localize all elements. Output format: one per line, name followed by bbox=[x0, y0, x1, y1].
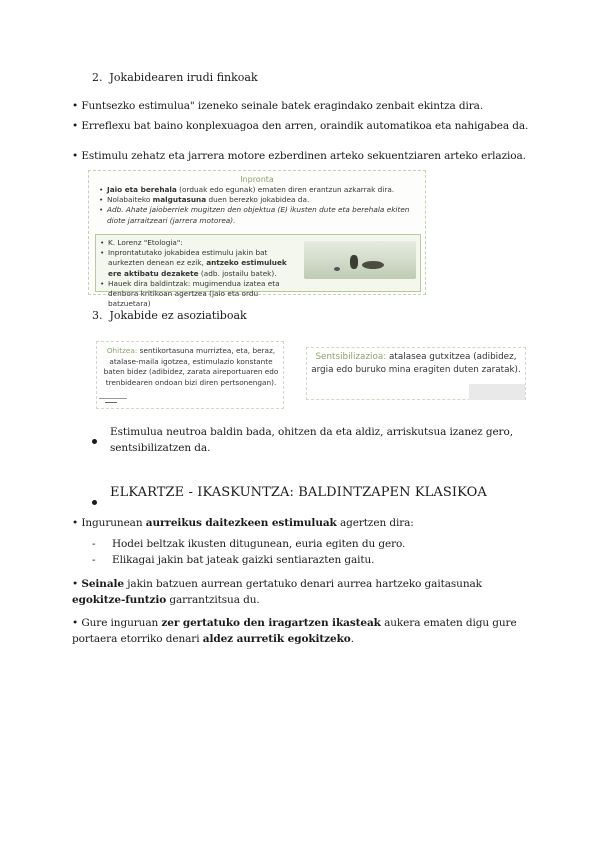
paragraph-3-line-2: portaera etorriko denari aldez aurretik egokitzeko. bbox=[72, 633, 354, 645]
section-2-title: Jokabidearen irudi finkoak bbox=[109, 71, 258, 84]
section-3-title: Jokabide ez asoziatiboak bbox=[109, 309, 247, 322]
dash-item-2: Elikagai jakin bat jateak gaizki sentiarazten gaitu. bbox=[112, 554, 375, 566]
inpronta-slide-image bbox=[88, 170, 426, 309]
dash-marker: - bbox=[92, 538, 96, 550]
note-bullet-dot bbox=[92, 431, 97, 450]
sentsibilizazioa-text: Sentsibilizazioa: atalasea gutxitzea (adibidez, argia edo buruko mina eragiten duten zaratak). bbox=[311, 352, 521, 375]
paragraph-2-line-1: • Seinale jakin batzuen aurrean gertatuko denari aurrea hartzeko gaitasunak bbox=[72, 578, 482, 590]
slide-grey-block bbox=[469, 384, 525, 400]
slide-title: Inpronta bbox=[240, 175, 274, 184]
main-heading: ELKARTZE - IKASKUNTZA: BALDINTZAPEN KLASIKOA bbox=[110, 485, 487, 500]
bullet-line-2: • Erreflexu bat baino konplexuagoa den arren, oraindik automatikoa eta nahigabea da. bbox=[72, 120, 529, 132]
paragraph-2-line-2: egokitze-funtzio garrantzitsua du. bbox=[72, 594, 260, 606]
section-3-number: 3. bbox=[92, 309, 103, 322]
main-heading-bullet-dot bbox=[92, 492, 97, 511]
slide-bullet: • Nolabaiteko malgutasuna duen berezko jokabidea da. bbox=[99, 195, 419, 205]
dash-marker: - bbox=[92, 554, 96, 566]
lorenz-bullet: • K. Lorenz "Etologia": bbox=[100, 238, 300, 248]
bullet-line-3: • Estimulu zehatz eta jarrera motore ezberdinen arteko sekuentziaren arteko erlazioa. bbox=[72, 150, 526, 162]
slide-bullet: • Adb. Ahate jaioberriek mugitzen den objektua (E) ikusten dute eta berehala ekiten diote jarraitzeari (jarrera motorea). bbox=[99, 205, 419, 225]
bullet-line-1: • Funtsezko estimulua" izeneko seinale batek eragindako zenbait ekintza dira. bbox=[72, 100, 484, 112]
slide-bullet-list bbox=[99, 185, 419, 226]
lorenz-box bbox=[95, 234, 421, 309]
lorenz-bullet: • Hauek dira baldintzak: mugimendua izatea eta denbora kritikoan agertzea (jaio eta ordu batzuetara) bbox=[100, 279, 300, 310]
lorenz-bullet: • Inprontatutako jokabidea estimulu jakin bat aurkezten denean ez ezik, antzeko estimuluek ere aktibatu dezakete (adb. jostailu batek). bbox=[100, 248, 300, 279]
paragraph-1: • Ingurunean aurreikus daitezkeen estimuluak agertzen dira: bbox=[72, 517, 414, 529]
sentsibilizazioa-slide-image bbox=[306, 347, 526, 400]
slide-thumbnail bbox=[99, 398, 127, 408]
note-line-2: sentsibilizatzen da. bbox=[110, 442, 211, 454]
paragraph-3-line-1: • Gure inguruan zer gertatuko den iragartzen ikasteak aukera ematen digu gure bbox=[72, 617, 517, 629]
slide-bullet: • Jaio eta berehala (orduak edo egunak) ematen diren erantzun azkarrak dira. bbox=[99, 185, 419, 195]
lorenz-ducks-photo bbox=[304, 241, 416, 279]
lorenz-bullet-list bbox=[100, 238, 300, 309]
section-2-number: 2. bbox=[92, 71, 103, 84]
section-3-heading bbox=[92, 309, 247, 322]
ohitzea-text: Ohitzea: sentikortasuna murriztea, eta, beraz, atalase-maila igotzea, estimulazio konstante baten bidez (adibidez, zarata aireportuaren edo trenbidearen ondoan bizi diren pertsonengan). bbox=[103, 346, 279, 387]
note-line-1: Estimulua neutroa baldin bada, ohitzen da eta aldiz, arriskutsua izanez gero, bbox=[110, 426, 513, 438]
dash-item-1: Hodei beltzak ikusten ditugunean, euria egiten du gero. bbox=[112, 538, 406, 550]
ohitzea-slide-image bbox=[96, 341, 284, 409]
section-2-heading bbox=[92, 71, 258, 84]
